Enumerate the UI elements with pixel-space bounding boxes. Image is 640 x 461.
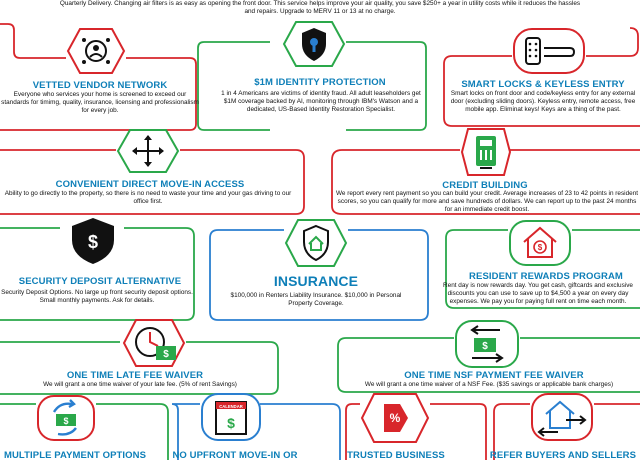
- tag-symbol: %: [389, 411, 401, 425]
- air-filter-description: [0, 0, 640, 16]
- calendar-icon: [200, 392, 262, 447]
- resident-rewards-title: RESIDENT REWARDS PROGRAM: [469, 271, 623, 282]
- move-arrows-icon: [116, 128, 180, 179]
- price-tag-icon: [360, 392, 430, 449]
- late-fee-body: We will grant a one time waiver of your late fee. (5% of rent Savings): [43, 381, 237, 388]
- security-deposit-title: SECURITY DEPOSIT ALTERNATIVE: [18, 276, 182, 287]
- air-filter-line-2: and repairs. Upgrade to MERV 11 or 13 at no charge.: [244, 8, 396, 15]
- smart-locks-body: Smart locks on front door and code/keyless entry for any external door (excluding sliding doors). Keyless entry, remote access, free mobile app. Eliminat keys! Keys are a thing of the past.: [450, 90, 636, 113]
- late-fee-title: ONE TIME LATE FEE WAIVER: [66, 370, 204, 381]
- vetted-vendor-body: Everyone who services your home is screened to exceed our standards for timimg, quality, insurance, licensing and professionalism for every job.: [1, 91, 199, 114]
- security-deposit-body: Security Deposit Options. No large up front security deposit options. Small monthly payments. Ask for details.: [1, 289, 193, 304]
- house-dollar-icon: [508, 218, 572, 273]
- smart-lock-icon: [512, 26, 586, 81]
- connector-line: [586, 28, 638, 56]
- trusted-business-title: TRUSTED BUSINESS: [347, 450, 445, 461]
- svg-text:$: $: [163, 349, 169, 360]
- identity-protection-body: 1 in 4 Americans are victims of identity fraud. All adult leaseholders get $1M coverage backed by AI, monitoring through IBM's Watson and a dedicated, US-Based Identity Restoration Specialist.: [221, 90, 421, 113]
- refer-buyers-title: REFER BUYERS AND SELLERS: [489, 450, 637, 461]
- shield-lock-icon: [282, 20, 346, 73]
- house-referral-icon: [530, 392, 594, 447]
- air-filter-line-1: Quarterly Delivery. Changing air filters is as easy as opening the front door. This service helps improve your air quality, you save $250+ a year in utility costs while it reduces the hassles: [59, 0, 581, 7]
- credit-card-icon: [460, 126, 512, 183]
- vetted-vendor-icon: [66, 26, 126, 81]
- cash-transfer-icon: [454, 318, 520, 375]
- svg-text:$: $: [227, 415, 235, 431]
- no-upfront-title: NO UPFRONT MOVE-IN OR: [172, 450, 298, 461]
- house-shield-icon: [284, 218, 348, 273]
- credit-building-body: We report every rent payment so you can build your credit. Average increases of 23 to 42 points in resident scores, so you can qualify for more and save hundreds of dollars. We can report up to the past 24 months for an immediate credit boost.: [335, 190, 639, 213]
- move-in-title: CONVENIENT DIRECT MOVE-IN ACCESS: [55, 179, 245, 190]
- svg-text:$: $: [87, 232, 99, 252]
- smart-locks-title: SMART LOCKS & KEYLESS ENTRY: [461, 79, 625, 90]
- vetted-vendor-title: VETTED VENDOR NETWORK: [32, 80, 168, 91]
- svg-text:$: $: [482, 341, 488, 352]
- nsf-fee-title: ONE TIME NSF PAYMENT FEE WAIVER: [404, 370, 584, 381]
- connector-line: [0, 24, 66, 58]
- dollar-shield-icon: [62, 216, 124, 271]
- svg-text:$: $: [537, 243, 543, 252]
- identity-protection-title: $1M IDENTITY PROTECTION: [254, 77, 386, 88]
- nsf-fee-body: We will grant a one time waiver of a NSF Fee. ($35 savings or applicable bank charges): [364, 381, 614, 388]
- payment-cycle-icon: [36, 394, 96, 447]
- move-in-body: Ability to go directly to the property, so there is no need to waste your time and your gas driving to our office first.: [4, 190, 292, 205]
- multiple-payment-title: MULTIPLE PAYMENT OPTIONS: [3, 450, 147, 461]
- calendar-label: CALENDAR: [219, 404, 243, 409]
- insurance-title: INSURANCE: [273, 273, 359, 289]
- resident-rewards-body: Rent day is now rewards day. You get cash, giftcards and exclusive discounts you can use to save up to $4,500 a year on every day expenses. We pay you for paying full rent on time each month.: [443, 282, 633, 305]
- clock-dollar-icon: [122, 318, 186, 373]
- credit-building-title: CREDIT BUILDING: [442, 180, 528, 191]
- svg-text:$: $: [63, 416, 69, 426]
- insurance-body: $100,000 in Renters Liability Insurance. $10,000 in Personal Property Coverage.: [230, 292, 402, 307]
